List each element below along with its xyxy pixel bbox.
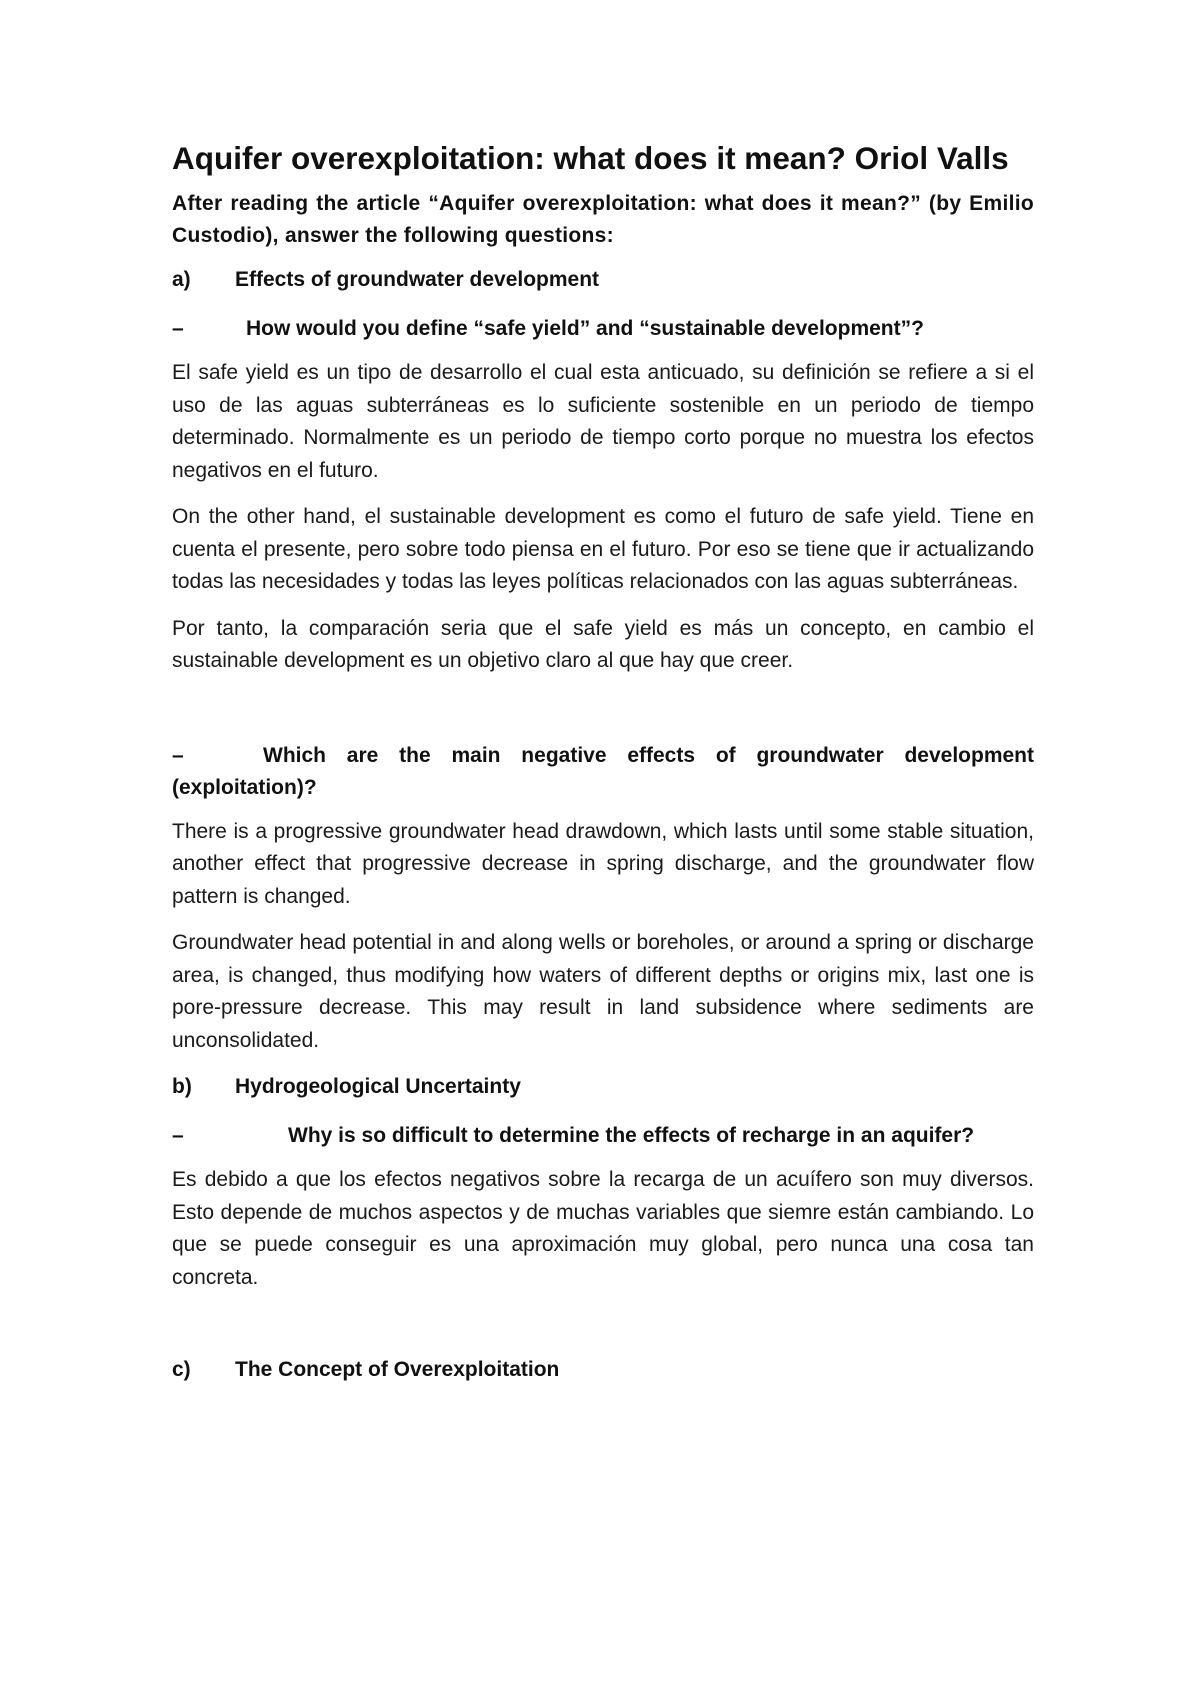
section-heading-c bbox=[172, 1354, 1034, 1386]
blank-line bbox=[172, 692, 1034, 740]
section-title: Hydrogeological Uncertainty bbox=[235, 1075, 521, 1098]
intro-paragraph: After reading the article “Aquifer overexploitation: what does it mean?” (by Emilio Custodio), answer the following questions: bbox=[172, 192, 1034, 247]
answer-paragraph: El safe yield es un tipo de desarrollo el cual esta anticuado, su definición se refiere a si el uso de las aguas subterráneas es lo suficiente sostenible en un periodo de tiempo determinado. Normalmente es un periodo de tiempo corto porque no muestra los efectos negativos en el futuro. bbox=[172, 361, 1034, 482]
question-dash: – bbox=[172, 317, 184, 340]
question-text: How would you define “safe yield” and “sustainable development”? bbox=[246, 317, 924, 340]
section-title: Effects of groundwater development bbox=[235, 268, 600, 291]
section-marker: c) bbox=[172, 1358, 191, 1381]
blank-line bbox=[172, 1308, 1034, 1354]
document-title: Aquifer overexploitation: what does it mean? Oriol Valls bbox=[172, 140, 1009, 176]
question-dash: – bbox=[172, 743, 184, 767]
answer-paragraph: Por tanto, la comparación seria que el safe yield es más un concepto, en cambio el sustainable development es un objetivo claro al que hay que creer. bbox=[172, 616, 1034, 672]
section-marker: a) bbox=[172, 268, 191, 291]
answer-paragraph: Es debido a que los efectos negativos sobre la recarga de un acuífero son muy diversos. Esto depende de muchos aspectos y de muchas variables que siemre están cambiando. Lo que se puede conseguir es una aproximación muy global, pero nunca una cosa tan concreta. bbox=[172, 1168, 1034, 1289]
document-page bbox=[172, 138, 1034, 1403]
question-safe-yield bbox=[172, 313, 1034, 345]
question-text: Which are the main negative effects of groundwater development (exploitation)? bbox=[172, 743, 1034, 799]
section-marker: b) bbox=[172, 1075, 192, 1098]
section-heading-a bbox=[172, 264, 1034, 296]
answer-paragraph: On the other hand, el sustainable development es como el futuro de safe yield. Tiene en cuenta el presente, pero sobre todo piensa en el futuro. Por eso se tiene que ir actualizando todas las necesidades y todas las leyes políticas relacionados con las aguas subterráneas. bbox=[172, 505, 1034, 593]
question-recharge bbox=[172, 1120, 1034, 1152]
answer-paragraph: Groundwater head potential in and along wells or boreholes, or around a spring or discharge area, is changed, thus modifying how waters of different depths or origins mix, last one is pore-pressure decrease. This may result in land subsidence where sediments are unconsolidated. bbox=[172, 931, 1034, 1052]
question-negative-effects bbox=[172, 740, 1034, 804]
question-text: Why is so difficult to determine the effects of recharge in an aquifer? bbox=[288, 1124, 975, 1147]
section-title: The Concept of Overexploitation bbox=[235, 1358, 560, 1381]
answer-paragraph: There is a progressive groundwater head drawdown, which lasts until some stable situation, another effect that progressive decrease in spring discharge, and the groundwater flow pattern is changed. bbox=[172, 819, 1034, 908]
question-dash: – bbox=[172, 1124, 184, 1147]
section-heading-b bbox=[172, 1071, 1034, 1103]
